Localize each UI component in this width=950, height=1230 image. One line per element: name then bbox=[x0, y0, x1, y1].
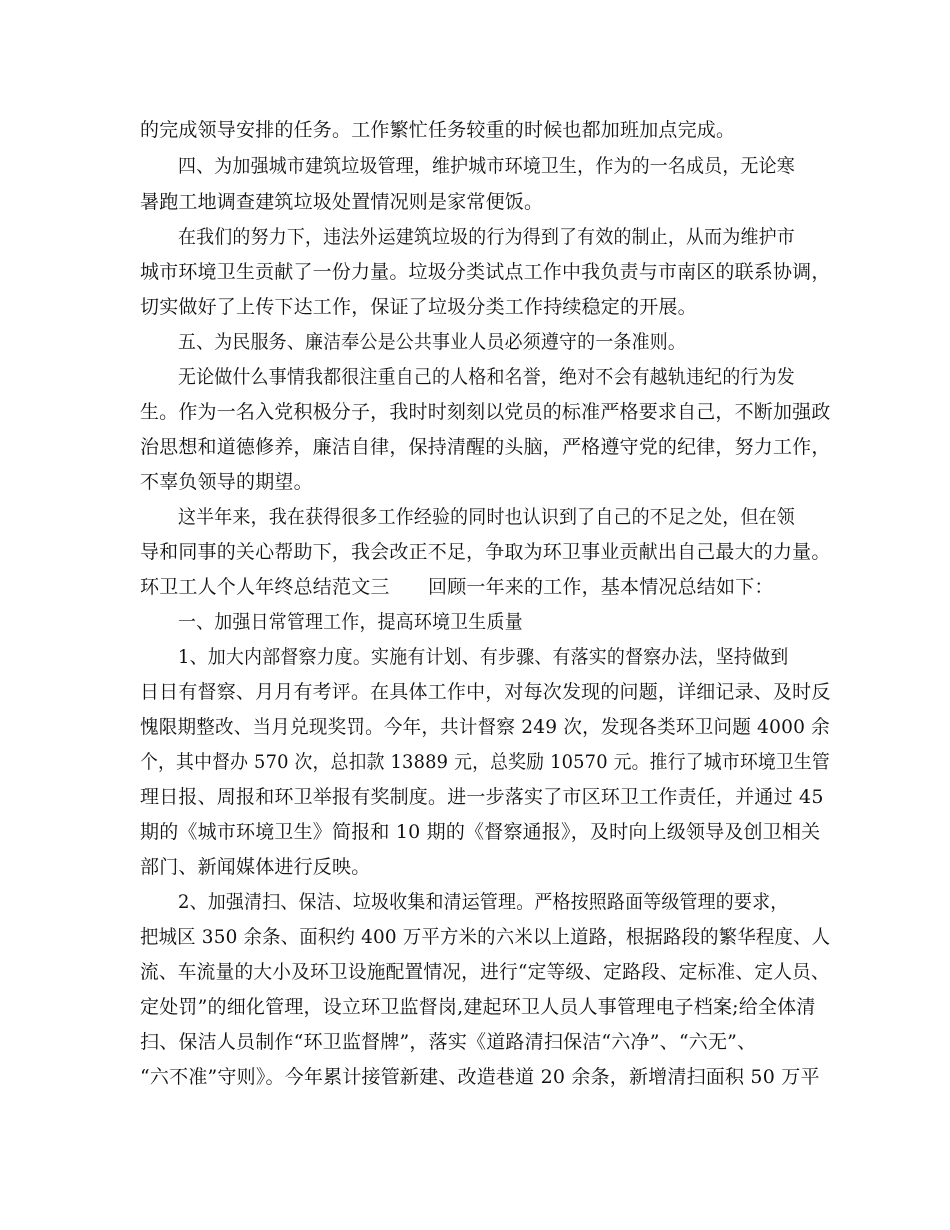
text-line: 五、为民服务、廉洁奉公是公共事业人员必须遵守的一条准则。 bbox=[178, 331, 687, 353]
text-line: 四、为加强城市建筑垃圾管理，维护城市环境卫生，作为的一名成员，无论寒 bbox=[178, 155, 795, 177]
text-line: 城市环境卫生贡献了一份力量。垃圾分类试点工作中我负责与市南区的联系协调， bbox=[140, 261, 831, 283]
text-line: 定处罚”的细化管理，设立环卫监督岗,建起环卫人员人事管理电子档案;给全体清 bbox=[140, 996, 816, 1018]
section-heading: 环卫工人个人年终总结范文三 回顾一年来的工作，基本情况总结如下： bbox=[140, 576, 774, 598]
text-line: 个，其中督办 570 次，总扣款 13889 元，总奖励 10570 元。推行了城市环境卫生管 bbox=[140, 751, 830, 773]
text-line: 2、加强清扫、保洁、垃圾收集和清运管理。严格按照路面等级管理的要求， bbox=[178, 891, 789, 913]
text-line: 把城区 350 余条、面积约 400 万平方米的六米以上道路，根据路段的繁华程度、人 bbox=[140, 926, 831, 948]
text-line: 切实做好了上传下达工作，保证了垃圾分类工作持续稳定的开展。 bbox=[140, 296, 697, 318]
text-line: 愧限期整改、当月兑现奖罚。今年，共计督察 249 次，发现各类环卫问题 4000 余 bbox=[140, 716, 830, 738]
text-line: 期的《城市环境卫生》简报和 10 期的《督察通报》，及时向上级领导及创卫相关 bbox=[140, 821, 821, 843]
text-line: 导和同事的关心帮助下，我会改正不足，争取为环卫事业贡献出自己最大的力量。 bbox=[140, 541, 831, 563]
text-line: 无论做什么事情我都很注重自己的人格和名誉，绝对不会有越轨违纪的行为发 bbox=[178, 366, 795, 388]
text-line: 1、加大内部督察力度。实施有计划、有步骤、有落实的督察办法，坚持做到 bbox=[178, 646, 789, 668]
text-line: 暑跑工地调查建筑垃圾处置情况则是家常便饭。 bbox=[140, 191, 544, 213]
text-line: 日日有督察、月月有考评。在具体工作中，对每次发现的问题，详细记录、及时反 bbox=[140, 681, 831, 703]
text-line: 部门、新闻媒体进行反映。 bbox=[140, 856, 371, 878]
text-line: 理日报、周报和环卫举报有奖制度。进一步落实了市区环卫工作责任，并通过 45 bbox=[140, 786, 824, 808]
text-line: 在我们的努力下，违法外运建筑垃圾的行为得到了有效的制止，从而为维护市 bbox=[178, 226, 795, 248]
text-line: 流、车流量的大小及环卫设施配置情况，进行“定等级、定路段、定标准、定人员、 bbox=[140, 961, 830, 983]
text-line: 不辜负领导的期望。 bbox=[140, 471, 313, 493]
text-line: 治思想和道德修养，廉洁自律，保持清醒的头脑，严格遵守党的纪律，努力工作， bbox=[140, 436, 831, 458]
text-line: 一、加强日常管理工作，提高环境卫生质量 bbox=[178, 611, 523, 633]
text-line: 这半年来，我在获得很多工作经验的同时也认识到了自己的不足之处，但在领 bbox=[178, 506, 795, 528]
text-line: 扫、保洁人员制作“环卫监督牌”，落实《道路清扫保洁“六净”、“六无”、 bbox=[140, 1031, 757, 1053]
text-line: 的完成领导安排的任务。工作繁忙任务较重的时候也都加班加点完成。 bbox=[140, 119, 736, 141]
text-line: 生。作为一名入党积极分子，我时时刻刻以党员的标准严格要求自己，不断加强政 bbox=[140, 401, 831, 423]
text-line: “六不准”守则》。今年累计接管新建、改造巷道 20 余条，新增清扫面积 50 万平 bbox=[140, 1066, 820, 1088]
